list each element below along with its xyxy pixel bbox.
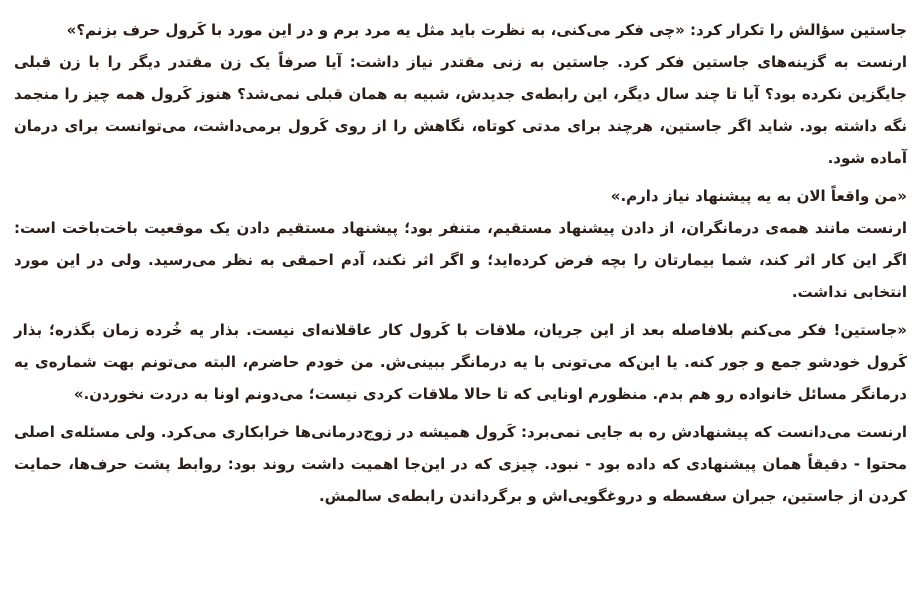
- document-page: [14, 14, 907, 594]
- paragraph-justin-request: «من واقعاً الان به یه پیشنهاد نیاز دارم.»: [610, 187, 907, 205]
- paragraph-ernest-advice-dilemma: ارنست مانند همه‌ی درمانگران، از دادن پیشنهاد مستقیم، متنفر بود؛ پیشنهاد مستقیم دادن یک موقعیت باخت‌باخت است: اگر این کار اثر کند، شما بیمارتان را بچه فرض کرده‌اید؛ و اگر اثر نکند، آدم احمقی به نظر می‌رسید. ولی در این مورد انتخابی نداشت.: [14, 219, 907, 301]
- paragraph-ernest-suggestion: «جاستین! فکر می‌کنم بلافاصله بعد از این جریان، ملاقات با کَرول کار عاقلانه‌ای نیست. بذار یه خُرده زمان بگذره؛ بذار کَرول خودشو جمع و جور کنه. یا این‌که می‌تونی با یه درمانگر ببینی‌ش. من خودم حاضرم، البته می‌تونم بهت شماره‌ی یه درمانگر مسائل خانواده رو هم بدم. منظورم اونایی که تا حالا ملاقات کردی نیست؛ می‌دونم اونا به دردت نخوردن.»: [14, 321, 907, 403]
- paragraph-ernest-considers: ارنست به گزینه‌های جاستین فکر کرد. جاستین به زنی مقتدر نیاز داشت: آیا صرفاً یک زن مقتدر دیگر را با زن قبلی جایگزین نکرده بود؟ آیا تا چند سال دیگر، این رابطه‌ی جدیدش، شبیه به همان قبلی نمی‌شد؟ هنوز کَرول همه چیز را منجمد نگه داشته بود. شاید اگر جاستین، هرچند برای مدتی کوتاه، نگاهش را از روی کَرول برمی‌داشت، می‌توانست برای درمان آماده شود.: [14, 53, 907, 167]
- paragraph-ernest-reflection: ارنست می‌دانست که پیشنهادش ره به جایی نمی‌برد: کَرول همیشه در زوج‌درمانی‌ها خرابکاری می‌کرد. ولی مسئله‌ی اصلی محتوا - دقیقاً همان پیشنهادی که داده بود - نبود. چیزی که در این‌جا اهمیت داشت روند بود: روابط پشت حرف‌ها، حمایت کردن از جاستین، جبران سفسطه و دروغگویی‌اش و برگرداندن رابطه‌ی سالمش.: [14, 423, 907, 505]
- paragraph-justin-question: جاستین سؤالش را تکرار کرد: «چی فکر می‌کنی، به نظرت باید مثل یه مرد برم و در این مورد با کَرول حرف بزنم؟»: [66, 21, 907, 39]
